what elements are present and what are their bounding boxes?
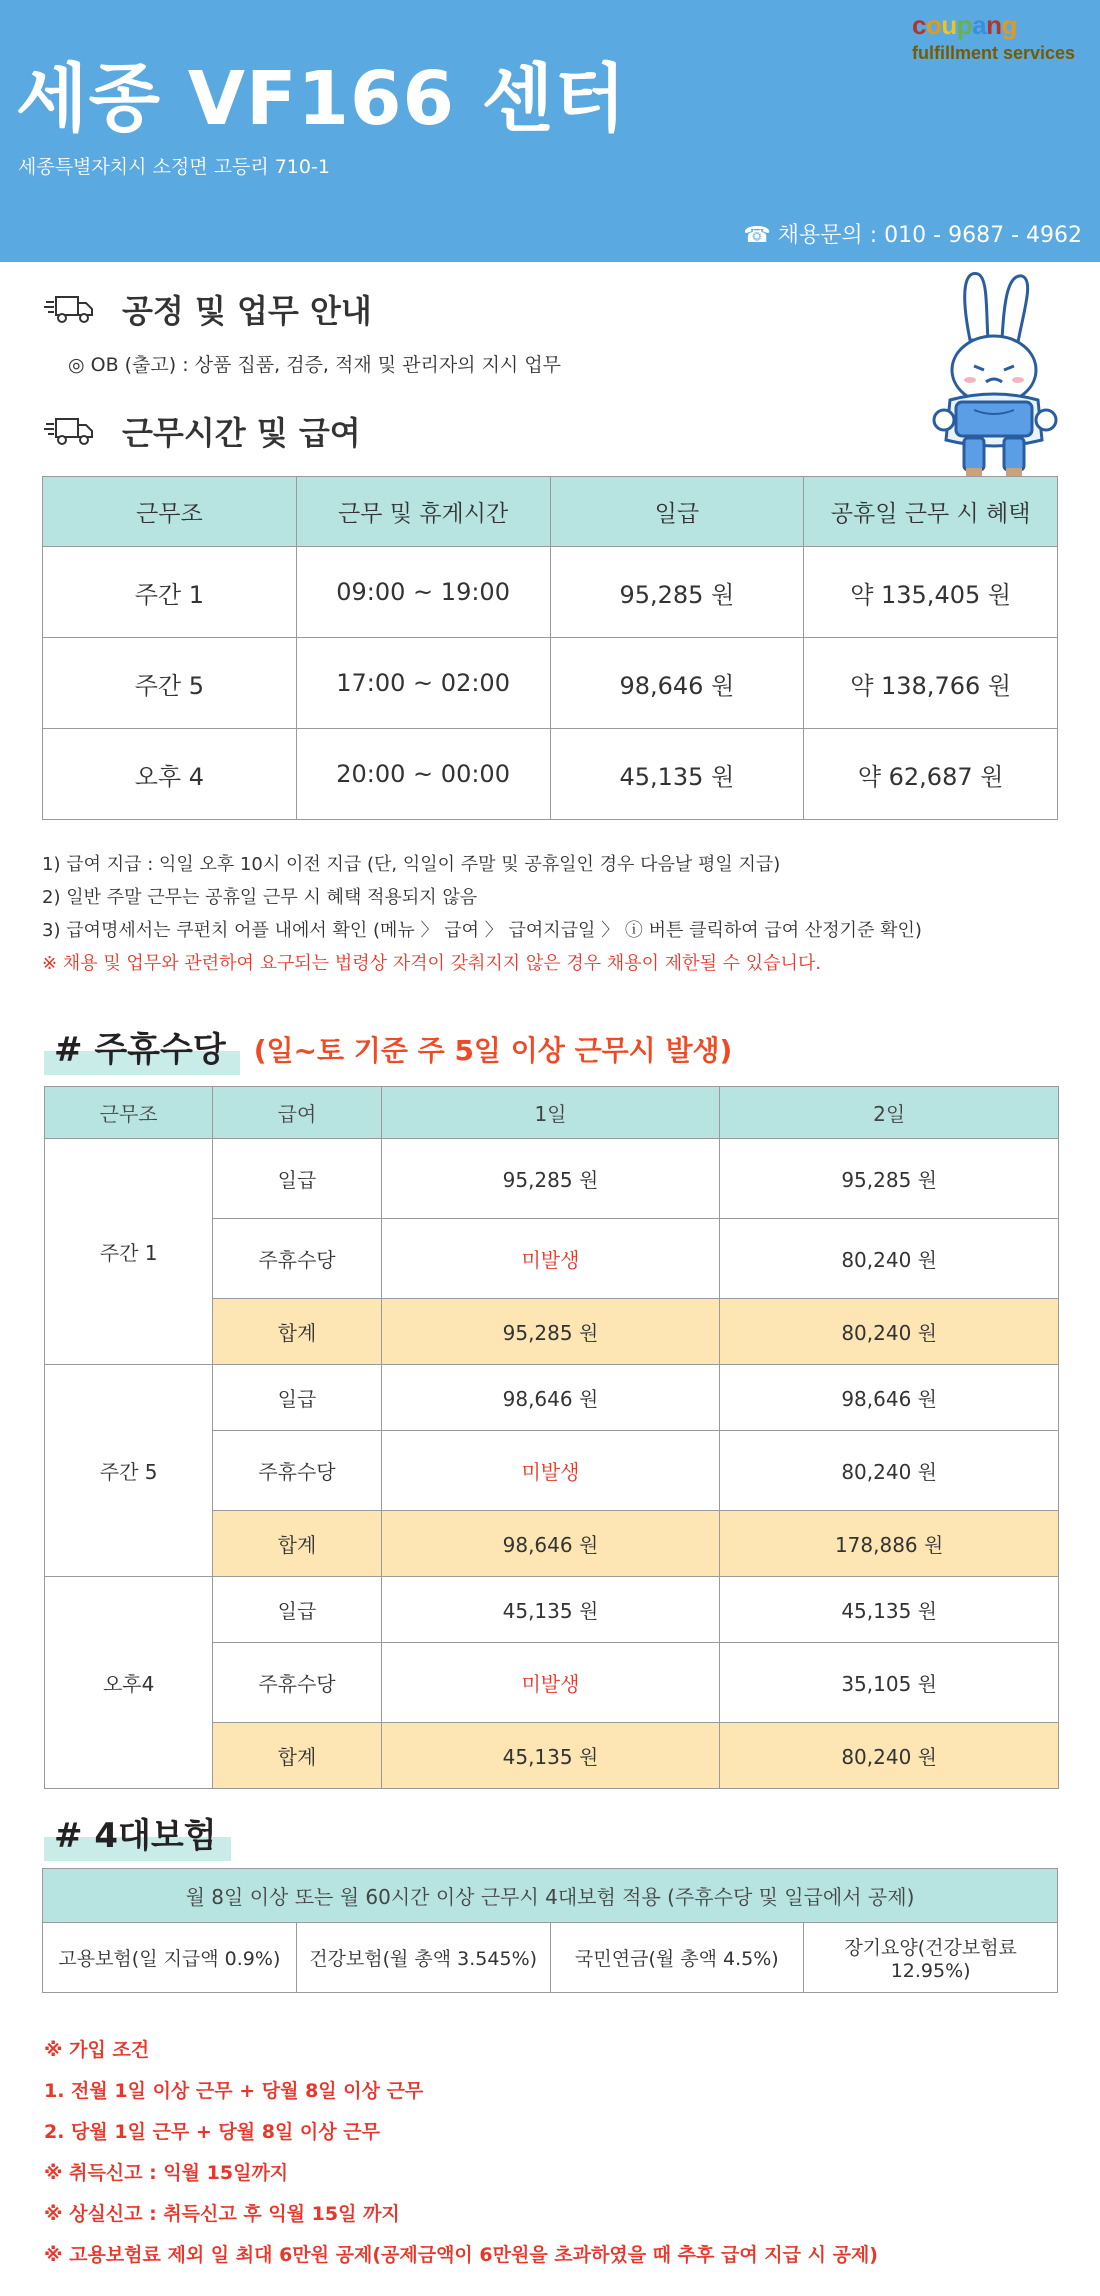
center-address: 세종특별자치시 소정면 고등리 710-1: [18, 156, 330, 178]
table-cell: 35,105 원: [720, 1643, 1059, 1723]
holiday-pay-table: [44, 1086, 1059, 1789]
col-header: 근무조: [43, 477, 297, 547]
table-cell: 약 62,687 원: [804, 729, 1058, 820]
table-cell: 80,240 원: [720, 1723, 1059, 1789]
section-hours-title: 근무시간 및 급여: [122, 414, 361, 452]
table-cell: 95,285 원: [381, 1299, 720, 1365]
condition-line: 2. 당월 1일 근무 + 당월 8일 이상 근무: [44, 2121, 380, 2143]
table-cell: 80,240 원: [720, 1299, 1059, 1365]
col-header: 급여: [213, 1087, 381, 1139]
insurance-item: 국민연금(월 총액 4.5%): [550, 1923, 804, 1993]
table-cell: 합계: [213, 1299, 381, 1365]
logo-letter: o: [925, 10, 942, 40]
table-row: [45, 1139, 1059, 1219]
section-process-heading: [44, 286, 372, 332]
col-header: 근무조: [45, 1087, 213, 1139]
table-cell: 95,285 원: [720, 1139, 1059, 1219]
table-cell: 주간 5: [43, 638, 297, 729]
condition-line: ※ 상실신고 : 취득신고 후 익월 15일 까지: [44, 2203, 400, 2225]
logo-subtitle: fulfillment services: [912, 43, 1076, 63]
table-row: [43, 638, 1058, 729]
table-header-row: [45, 1087, 1059, 1139]
warning-text: 채용 및 업무와 관련하여 요구되는 법령상 자격이 갖춰지지 않은 경우 채용이 제한될 수 있습니다.: [62, 953, 822, 974]
table-cell: 일급: [213, 1139, 381, 1219]
table-cell: 95,285 원: [381, 1139, 720, 1219]
table-cell: 오후 4: [43, 729, 297, 820]
note-line: 2) 일반 주말 근무는 공휴일 근무 시 혜택 적용되지 않음: [42, 887, 478, 908]
holiday-pay-heading: [44, 1022, 732, 1075]
col-header: 1일: [381, 1087, 720, 1139]
table-cell: 일급: [213, 1365, 381, 1431]
col-header: 일급: [550, 477, 804, 547]
pay-notes: [42, 848, 922, 980]
delivery-truck-icon: [44, 415, 94, 447]
warning-mark: ※: [42, 953, 58, 974]
shift-cell: 오후4: [45, 1577, 213, 1789]
table-cell: 20:00 ~ 00:00: [296, 729, 550, 820]
table-cell: 약 135,405 원: [804, 547, 1058, 638]
table-cell: 80,240 원: [720, 1431, 1059, 1511]
table-cell: 45,135 원: [550, 729, 804, 820]
logo-letter: u: [941, 10, 957, 40]
col-header: 2일: [720, 1087, 1059, 1139]
logo-letter: n: [986, 10, 1002, 40]
logo-letter: a: [972, 10, 987, 40]
col-header: 근무 및 휴게시간: [296, 477, 550, 547]
note-line: 1) 급여 지급 : 익일 오후 10시 이전 지급 (단, 익일이 주말 및 공휴일인 경우 다음날 평일 지급): [42, 854, 781, 875]
table-cell: 미발생: [381, 1431, 720, 1511]
table-cell: 미발생: [381, 1643, 720, 1723]
table-cell: 주휴수당: [213, 1219, 381, 1299]
table-row: [43, 1923, 1058, 1993]
table-cell: 약 138,766 원: [804, 638, 1058, 729]
table-cell: 45,135 원: [720, 1577, 1059, 1643]
table-cell: 주휴수당: [213, 1431, 381, 1511]
insurance-title: # 4대보험: [44, 1808, 231, 1861]
table-header-row: [43, 477, 1058, 547]
hours-pay-table: [42, 476, 1058, 820]
insurance-heading: [44, 1808, 231, 1861]
table-cell: 98,646 원: [720, 1365, 1059, 1431]
insurance-table: [42, 1868, 1058, 1993]
condition-line: ※ 가입 조건: [44, 2039, 150, 2061]
table-cell: 주간 1: [43, 547, 297, 638]
recruit-contact[interactable]: ☎ 채용문의 : 010 - 9687 - 4962: [743, 223, 1082, 248]
table-cell: 45,135 원: [381, 1577, 720, 1643]
table-row: [43, 729, 1058, 820]
note-warning-line: [42, 947, 922, 980]
page-title: 세종 VF166 센터: [16, 56, 627, 142]
insurance-header: 월 8일 이상 또는 월 60시간 이상 근무시 4대보험 적용 (주휴수당 및 일급에서 공제): [43, 1869, 1058, 1923]
ob-description: ◎ OB (출고) : 상품 집품, 검증, 적재 및 관리자의 지시 업무: [68, 354, 562, 376]
rabbit-mascot-illustration: [930, 270, 1060, 480]
shift-cell: 주간 1: [45, 1139, 213, 1365]
table-cell: 98,646 원: [381, 1365, 720, 1431]
col-header: 공휴일 근무 시 혜택: [804, 477, 1058, 547]
section-process-title: 공정 및 업무 안내: [122, 292, 372, 330]
table-cell: 일급: [213, 1577, 381, 1643]
delivery-truck-icon: [44, 293, 94, 325]
table-header-row: [43, 1869, 1058, 1923]
table-cell: 09:00 ~ 19:00: [296, 547, 550, 638]
table-row: [45, 1365, 1059, 1431]
holiday-pay-title: # 주휴수당: [44, 1022, 240, 1075]
table-row: [45, 1577, 1059, 1643]
table-cell: 합계: [213, 1511, 381, 1577]
holiday-pay-condition: (일~토 기준 주 5일 이상 근무시 발생): [253, 1033, 733, 1067]
insurance-item: 고용보험(일 지급액 0.9%): [43, 1923, 297, 1993]
logo-brand-text: [912, 10, 1092, 41]
table-cell: 주휴수당: [213, 1643, 381, 1723]
shift-cell: 주간 5: [45, 1365, 213, 1577]
coupang-logo: [912, 10, 1092, 64]
section-hours-heading: [44, 408, 361, 454]
condition-line: ※ 고용보험료 제외 일 최대 6만원 공제(공제금액이 6만원을 초과하였을 때 추후 급여 지급 시 공제): [44, 2244, 878, 2266]
table-cell: 합계: [213, 1723, 381, 1789]
insurance-conditions: [44, 2030, 878, 2276]
table-row: [43, 547, 1058, 638]
logo-letter: p: [956, 10, 973, 40]
note-line: 3) 급여명세서는 쿠펀치 어플 내에서 확인 (메뉴 〉 급여 〉 급여지급일 〉 ⓘ 버튼 클릭하여 급여 산정기준 확인): [42, 920, 922, 941]
header-banner: [0, 0, 1100, 262]
table-cell: 45,135 원: [381, 1723, 720, 1789]
table-cell: 178,886 원: [720, 1511, 1059, 1577]
condition-line: ※ 취득신고 : 익월 15일까지: [44, 2162, 289, 2184]
table-cell: 미발생: [381, 1219, 720, 1299]
table-cell: 98,646 원: [381, 1511, 720, 1577]
table-cell: 17:00 ~ 02:00: [296, 638, 550, 729]
logo-letter: c: [912, 10, 926, 40]
table-cell: 98,646 원: [550, 638, 804, 729]
table-cell: 80,240 원: [720, 1219, 1059, 1299]
logo-letter: g: [1001, 10, 1017, 40]
insurance-item: 장기요양(건강보험료 12.95%): [804, 1923, 1058, 1993]
insurance-item: 건강보험(월 총액 3.545%): [296, 1923, 550, 1993]
table-cell: 95,285 원: [550, 547, 804, 638]
condition-line: 1. 전월 1일 이상 근무 + 당월 8일 이상 근무: [44, 2080, 424, 2102]
